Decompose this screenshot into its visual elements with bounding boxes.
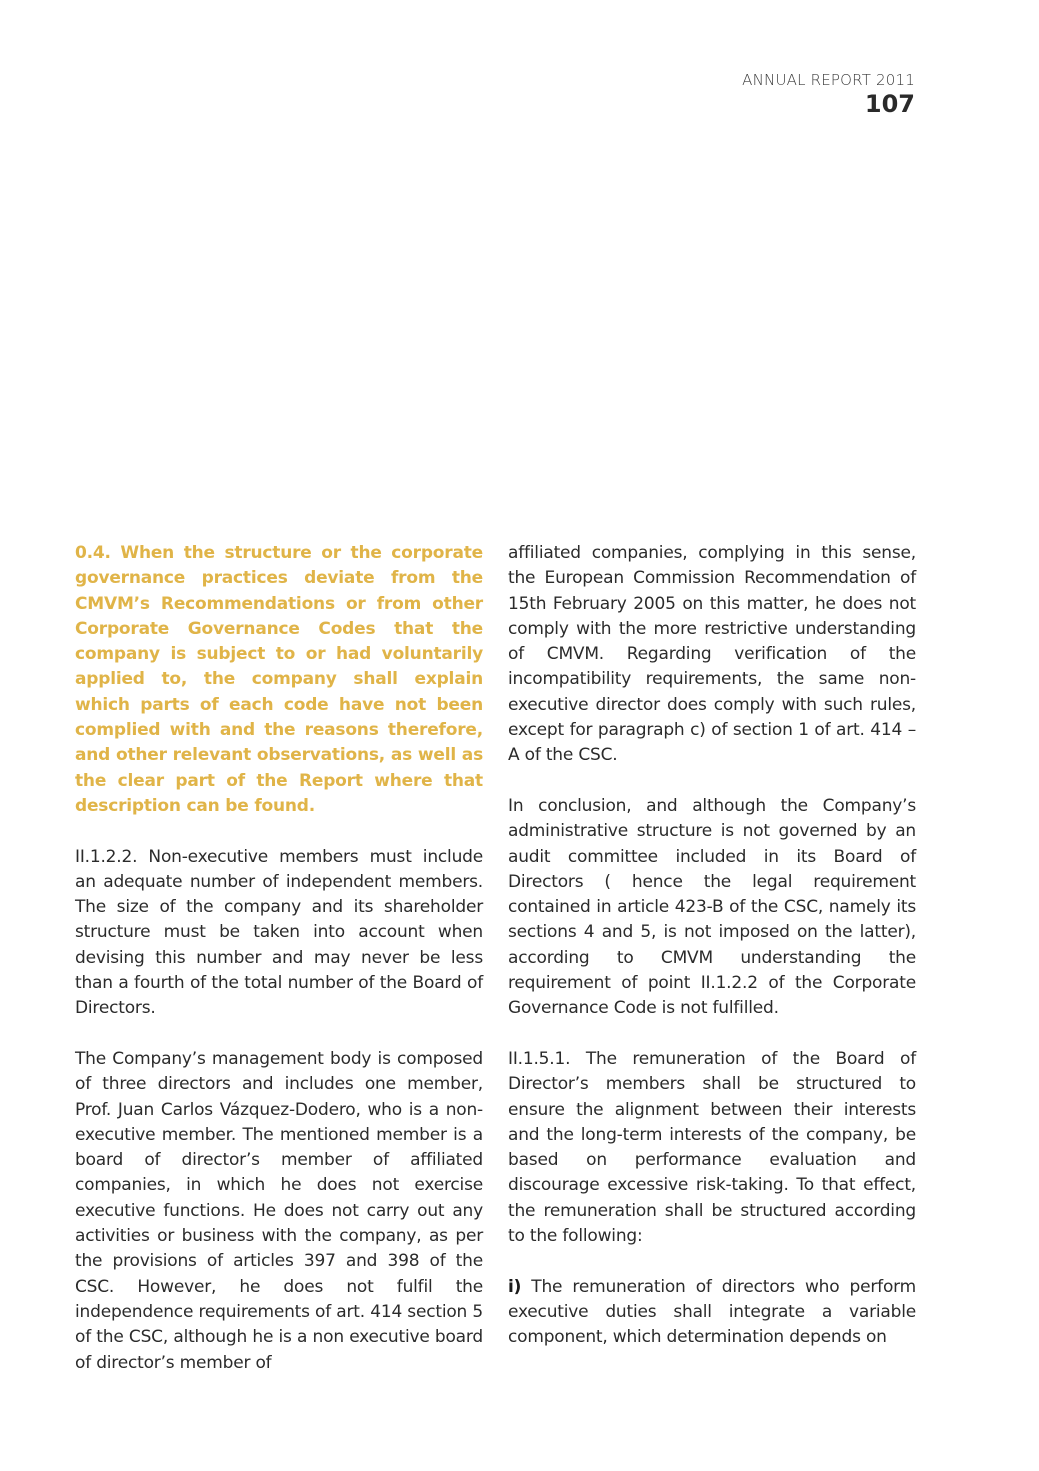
list-item <box>508 1275 916 1351</box>
body-paragraph: II.1.2.2. Non-executive members must include an adequate number of independent members. The size of the company and its shareholder structure must be taken into account when devising this number and may never be less than a fourth of the total number of the Board of Directors. <box>75 846 483 1019</box>
list-item-marker: i) <box>508 1276 522 1297</box>
right-column <box>508 541 916 1376</box>
list-item-text: The remuneration of directors who perform executive duties shall integrate a variable component, which determination depends on <box>508 1276 916 1348</box>
left-column <box>75 541 483 1401</box>
body-paragraph: In conclusion, and although the Company’s administrative structure is not governed by an audit committee included in its Board of Directors ( hence the legal requirement contained in article 423-B of the CSC, namely its sections 4 and 5, is not imposed on the latter), according to CMVM understanding the requirement of point II.1.2.2 of the Corporate Governance Code is not fulfilled. <box>508 795 916 1019</box>
page-header <box>742 70 915 118</box>
page-number: 107 <box>864 90 915 118</box>
body-paragraph: The Company’s management body is composed of three directors and includes one member, Prof. Juan Carlos Vázquez-Dodero, who is a non-executive member. The mentioned member is a board of director’s member of affiliated companies, in which he does not exercise executive functions. He does not carry out any activities or business with the company, as per the provisions of articles 397 and 398 of the CSC. However, he does not fulfil the independence requirements of art. 414 section 5 of the CSC, although he is a non executive board of director’s member of <box>75 1048 483 1373</box>
report-title: ANNUAL REPORT 2011 <box>742 71 915 89</box>
body-paragraph: affiliated companies, complying in this sense, the European Commission Recommendation of 15th February 2005 on this matter, he does not comply with the more restrictive understanding of CMVM. Regarding verification of the incompatibility requirements, the same non-executive director does comply with such rules, except for paragraph c) of section 1 of art. 414 – A of the CSC. <box>508 543 916 766</box>
body-paragraph: II.1.5.1. The remuneration of the Board of Director’s members shall be structured to ensure the alignment between their interests and the long-term interests of the company, be based on performance evaluation and discourage excessive risk-taking. To that effect, the remuneration shall be structured according to the following: <box>508 1048 916 1247</box>
section-question: 0.4. When the structure or the corporate governance practices deviate from the CMVM’s Recommendations or from other Corporate Governance Codes that the company is subject to or had voluntarily applied to, the company shall explain which parts of each code have not been complied with and the reasons therefore, and other relevant observations, as well as the clear part of the Report where that description can be found. <box>75 543 483 816</box>
